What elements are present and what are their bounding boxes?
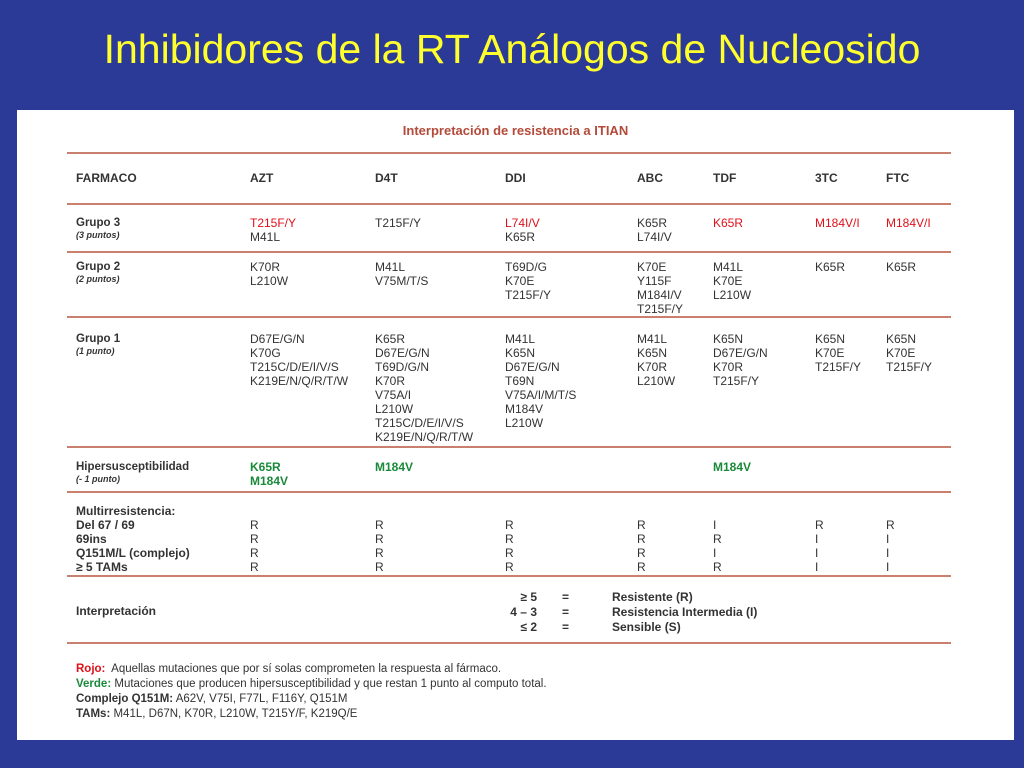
multiresistance-label: Del 67 / 69 xyxy=(76,518,135,532)
mutation: K70E xyxy=(637,260,667,274)
mutation-cell xyxy=(713,460,751,474)
mutation: L210W xyxy=(637,374,676,388)
multiresistance-value: I xyxy=(815,560,819,574)
mutation-cell xyxy=(815,216,860,230)
mutation: M184V xyxy=(250,474,289,488)
multiresistance-value: R xyxy=(886,518,895,532)
mutation: T215F/Y xyxy=(713,374,760,388)
mutation-cell xyxy=(250,260,288,288)
multiresistance-value: I xyxy=(815,532,819,546)
interpretation-meaning: Resistente (R) xyxy=(612,590,693,604)
mutation: K70E xyxy=(886,346,916,360)
legend-line xyxy=(76,692,347,706)
mutation-cell xyxy=(375,260,428,288)
mutation: K65R xyxy=(637,216,668,230)
mutation: M41L xyxy=(375,260,406,274)
mutation: M184V xyxy=(505,402,544,416)
mutation: M184V xyxy=(713,460,752,474)
mutation: K65R xyxy=(713,216,744,230)
mutation: L210W xyxy=(713,288,752,302)
interpretation-equals: = xyxy=(562,605,570,619)
mutation: Y115F xyxy=(637,274,672,288)
mutation: M41L xyxy=(250,230,281,244)
table-divider xyxy=(67,316,951,318)
mutation: K70R xyxy=(713,360,744,374)
interpretation-equals: = xyxy=(562,620,570,634)
mutation-cell xyxy=(713,332,768,388)
row-label xyxy=(76,216,120,241)
multiresistance-value: R xyxy=(637,560,646,574)
mutation-cell xyxy=(637,216,672,244)
mutation: D67E/G/N xyxy=(250,332,305,346)
multiresistance-value: R xyxy=(713,560,722,574)
mutation: K65N xyxy=(886,332,917,346)
multiresistance-value: R xyxy=(375,518,384,532)
row-label xyxy=(76,260,120,285)
table-divider xyxy=(67,575,951,577)
mutation: K65R xyxy=(375,332,406,346)
mutation: M184V/I xyxy=(815,216,860,230)
table-title: Interpretación de resistencia a ITIAN xyxy=(402,123,629,138)
row-label-points: (3 puntos) xyxy=(76,230,120,240)
multiresistance-value: R xyxy=(505,518,514,532)
mutation: K65N xyxy=(505,346,536,360)
header-farmaco: FARMACO xyxy=(76,171,137,185)
legend-line xyxy=(76,662,501,676)
mutation-cell xyxy=(886,216,931,230)
mutation-cell xyxy=(713,260,751,302)
mutation: L74I/V xyxy=(637,230,672,244)
mutation: K65R xyxy=(505,230,536,244)
mutation: K65R xyxy=(250,460,281,474)
mutation: T215F/Y xyxy=(505,288,552,302)
legend-key: Complejo Q151M: xyxy=(76,693,174,705)
table-divider xyxy=(67,203,951,205)
mutation-cell xyxy=(250,332,348,388)
table-divider xyxy=(67,491,951,493)
interpretation-meaning: Resistencia Intermedia (I) xyxy=(612,605,758,619)
multiresistance-value: R xyxy=(505,532,514,546)
legend-text: Aquellas mutaciones que por sí solas comprometen la respuesta al fármaco. xyxy=(105,663,502,675)
mutation-cell xyxy=(375,460,413,474)
legend-text: M41L, D67N, K70R, L210W, T215Y/F, K219Q/E xyxy=(110,708,358,720)
mutation: V75A/I xyxy=(375,388,412,402)
mutation: T215F/Y xyxy=(375,216,422,230)
multiresistance-value: R xyxy=(637,532,646,546)
row-label-points: (1 punto) xyxy=(76,346,115,356)
mutation: M184I/V xyxy=(637,288,682,302)
multiresistance-value: I xyxy=(713,546,717,560)
multiresistance-value: I xyxy=(713,518,717,532)
legend-line xyxy=(76,707,357,721)
interpretation-meaning: Sensible (S) xyxy=(612,620,681,634)
multiresistance-value: R xyxy=(375,546,384,560)
multiresistance-value: R xyxy=(637,546,646,560)
legend-key: TAMs: xyxy=(76,708,111,720)
row-label-points: (- 1 punto) xyxy=(76,474,120,484)
mutation-cell xyxy=(637,332,675,388)
mutation-cell xyxy=(505,260,551,302)
multiresistance-value: R xyxy=(505,560,514,574)
row-label-text: Hipersusceptibilidad xyxy=(76,461,190,473)
interpretation-score: ≤ 2 xyxy=(520,620,537,634)
multiresistance-value: R xyxy=(375,560,384,574)
mutation: M41L xyxy=(713,260,744,274)
mutation-cell xyxy=(886,332,932,374)
multiresistance-heading: Multirresistencia: xyxy=(76,504,176,518)
multiresistance-label: Q151M/L (complejo) xyxy=(76,546,190,560)
mutation: T69N xyxy=(505,374,535,388)
mutation: K70E xyxy=(505,274,535,288)
multiresistance-value: R xyxy=(250,546,259,560)
multiresistance-value: I xyxy=(815,546,819,560)
mutation: L210W xyxy=(375,402,414,416)
header-drug: TDF xyxy=(713,171,737,185)
multiresistance-value: I xyxy=(886,546,890,560)
multiresistance-value: I xyxy=(886,532,890,546)
interpretation-label: Interpretación xyxy=(76,604,157,618)
mutation: T215F/Y xyxy=(637,302,684,316)
mutation: K70E xyxy=(815,346,845,360)
table-panel xyxy=(17,110,1014,740)
table-divider xyxy=(67,446,951,448)
header-drug: DDI xyxy=(505,171,526,185)
legend-key: Verde: xyxy=(76,678,112,690)
mutation-cell xyxy=(375,216,421,230)
mutation: K219E/N/Q/R/T/W xyxy=(250,374,349,388)
legend-key: Rojo: xyxy=(76,663,106,675)
mutation: D67E/G/N xyxy=(505,360,560,374)
mutation-cell xyxy=(815,260,845,274)
multiresistance-value: R xyxy=(375,532,384,546)
mutation: L74I/V xyxy=(505,216,540,230)
mutation-cell xyxy=(505,216,540,244)
legend-line xyxy=(76,677,547,691)
multiresistance-value: R xyxy=(250,532,259,546)
multiresistance-value: I xyxy=(886,560,890,574)
mutation: K65N xyxy=(815,332,846,346)
mutation: K70R xyxy=(637,360,668,374)
header-drug: FTC xyxy=(886,171,910,185)
mutation-cell xyxy=(886,260,916,274)
header-drug: AZT xyxy=(250,171,274,185)
mutation: T215F/Y xyxy=(815,360,862,374)
slide-title: Inhibidores de la RT Análogos de Nucleosido xyxy=(103,26,921,72)
mutation: D67E/G/N xyxy=(375,346,430,360)
legend-text: Mutaciones que producen hipersusceptibilidad y que restan 1 punto al computo total. xyxy=(111,678,547,690)
legend-text: A62V, V75I, F77L, F116Y, Q151M xyxy=(173,693,348,705)
table-divider xyxy=(67,642,951,644)
multiresistance-label: ≥ 5 TAMs xyxy=(76,560,128,574)
multiresistance-label: 69ins xyxy=(76,532,107,546)
mutation-cell xyxy=(250,460,288,488)
multiresistance-value: R xyxy=(637,518,646,532)
header-drug: D4T xyxy=(375,171,398,185)
mutation: K70R xyxy=(250,260,281,274)
row-label-text: Grupo 2 xyxy=(76,261,121,273)
table-divider xyxy=(67,251,951,253)
mutation: M184V xyxy=(375,460,414,474)
mutation: T215C/D/E/I/V/S xyxy=(250,360,339,374)
multiresistance-value: R xyxy=(815,518,824,532)
mutation: M184V/I xyxy=(886,216,931,230)
mutation: K219E/N/Q/R/T/W xyxy=(375,430,474,444)
row-label xyxy=(76,332,120,357)
mutation: T69D/G xyxy=(505,260,548,274)
mutation: T69D/G/N xyxy=(375,360,430,374)
mutation: T215F/Y xyxy=(886,360,933,374)
mutation: D67E/G/N xyxy=(713,346,768,360)
row-label-text: Grupo 3 xyxy=(76,217,121,229)
mutation: M41L xyxy=(505,332,536,346)
interpretation-score: 4 – 3 xyxy=(510,605,537,619)
multiresistance-value: R xyxy=(250,518,259,532)
row-label-points: (2 puntos) xyxy=(76,274,120,284)
mutation: K70E xyxy=(713,274,743,288)
mutation-cell xyxy=(250,216,296,244)
mutation: T215C/D/E/I/V/S xyxy=(375,416,464,430)
mutation: V75M/T/S xyxy=(375,274,429,288)
mutation: K70R xyxy=(375,374,406,388)
mutation: L210W xyxy=(250,274,289,288)
header-drug: 3TC xyxy=(815,171,838,185)
mutation: K70G xyxy=(250,346,281,360)
mutation: T215F/Y xyxy=(250,216,297,230)
mutation-cell xyxy=(713,216,743,230)
mutation: K65R xyxy=(815,260,846,274)
mutation: L210W xyxy=(505,416,544,430)
row-label-text: Grupo 1 xyxy=(76,333,121,345)
multiresistance-value: R xyxy=(505,546,514,560)
mutation-cell xyxy=(637,260,683,316)
mutation-cell xyxy=(815,332,861,374)
multiresistance-value: R xyxy=(713,532,722,546)
interpretation-equals: = xyxy=(562,590,570,604)
mutation-cell xyxy=(375,332,473,444)
mutation: K65N xyxy=(713,332,744,346)
interpretation-score: ≥ 5 xyxy=(520,590,537,604)
mutation: M41L xyxy=(637,332,668,346)
multiresistance-value: R xyxy=(250,560,259,574)
header-drug: ABC xyxy=(637,171,663,185)
row-label xyxy=(76,460,189,485)
mutation: V75A/I/M/T/S xyxy=(505,388,577,402)
mutation: K65N xyxy=(637,346,668,360)
table-divider xyxy=(67,152,951,154)
mutation: K65R xyxy=(886,260,917,274)
mutation-cell xyxy=(505,332,576,430)
